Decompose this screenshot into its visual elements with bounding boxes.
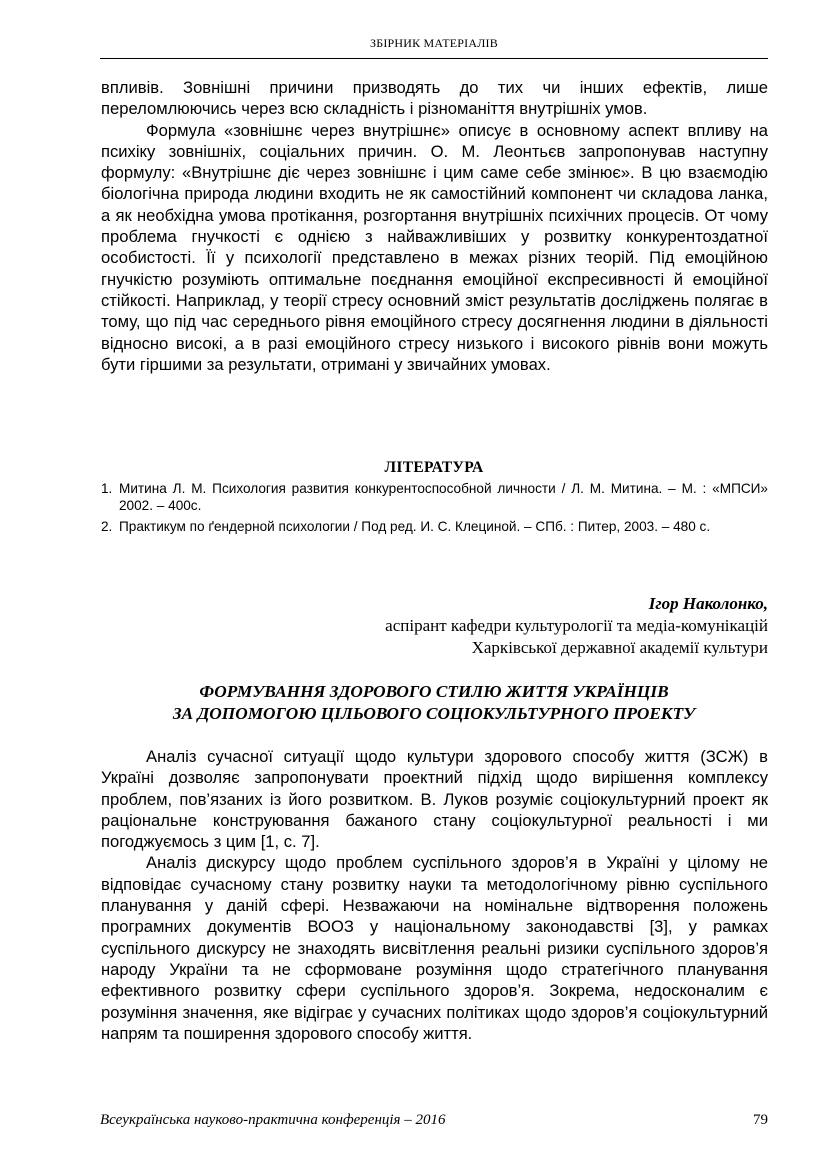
author-position: аспірант кафедри культурології та медіа-комунікацій [385,616,768,635]
header-rule [100,58,768,59]
section1-body [101,77,768,375]
author-block [168,593,768,659]
section2-body [101,746,768,1044]
section2-paragraph-2: Аналіз дискурсу щодо проблем суспільного здоров’я в Україні у цілому не відповідає сучасному стану розвитку науки та методологічному рівню суспільного планування у даній сфері. Незважаючи на номінальне відтворення положень програмних документів ВООЗ у національному законодавстві [3], у рамках суспільного дискурсу не знаходять висвітлення реальні ризики суспільного здоров’я народу України та не сформоване розуміння щодо стратегічного планування ефективного розвитку сфери суспільного здоров’я. Зокрема, недосконалим є розуміння значення, яке відіграє у сучасних політиках щодо здоров’я соціокультурний напрям та поширення здорового способу життя. [101,853,768,1043]
section1-paragraph-2: Формула «зовнішнє через внутрішнє» описує в основному аспект впливу на психіку зовнішніх, соціальних причин. О. М. Леонтьєв запропонував наступну формулу: «Внутрішнє діє через зовнішнє і цим саме себе змінює». В цю взаємодію біологічна природа людини входить не як самостійний компонент чи складова ланка, а як необхідна умова протікання, розгортання внутрішніх психічних процесів. От чому проблема гнучкості є однією з найважливіших у розвитку конкурентоздатної особистості. Її у психології представлено в межах різних теорій. Під емоційною гнучкістю розуміють оптимальне поєднання емоційної експресивності й емоційної стійкості. Наприклад, у теорії стресу основний зміст результатів досліджень полягає в тому, що під час середнього рівня емоційного стресу досягнення людини в діяльності відносно високі, а в разі емоційного стресу низького і високого рівнів вони можуть бути гіршими за результати, отримані у звичайних умовах. [101,120,768,374]
author-institution: Харківської державної академії культури [471,638,768,657]
reference-text: Практикум по ґендерной психологии / Под ред. И. С. Клециной. – СПб. : Питер, 2003. – 480 с. [119,518,711,534]
section1-paragraph-1: впливів. Зовнішні причини призводять до тих чи інших ефектів, лише переломлюючись через всю складність і різноманіття внутрішніх умов. [101,78,768,119]
footer-conference: Всеукраїнська науково-практична конференція – 2016 [100,1112,446,1128]
literature-heading: ЛІТЕРАТУРА [384,459,484,476]
article-title [100,681,768,725]
page-number: 79 [753,1112,768,1128]
reference-number: 2. [101,518,113,534]
running-header: ЗБІРНИК МАТЕРІАЛІВ [370,36,498,50]
article-title-line-2: ЗА ДОПОМОГОЮ ЦІЛЬОВОГО СОЦІОКУЛЬТУРНОГО ПРОЕКТУ [172,704,696,723]
reference-text: Митина Л. М. Психология развития конкурентоспособной личности / Л. М. Митина. – М. : «МПСИ» 2002. – 400с. [119,481,768,514]
reference-number: 1. [101,481,113,496]
reference-list [101,480,768,538]
reference-item [101,518,768,535]
author-name: Ігор Наколонко, [648,594,768,613]
section2-paragraph-1: Аналіз сучасної ситуації щодо культури здорового способу життя (ЗСЖ) в Україні дозволяє запропонувати проектний підхід щодо вирішення комплексу проблем, пов’язаних із його розвитком. В. Луков розуміє соціокультурний проект як раціональне конструювання бажаного стану соціокультурної реальності і ми погоджуємось з цим [1, с. 7]. [101,747,768,852]
running-footer [100,1112,768,1132]
article-title-line-1: ФОРМУВАННЯ ЗДОРОВОГО СТИЛЮ ЖИТТЯ УКРАЇНЦІВ [199,682,669,701]
reference-item [101,480,768,515]
